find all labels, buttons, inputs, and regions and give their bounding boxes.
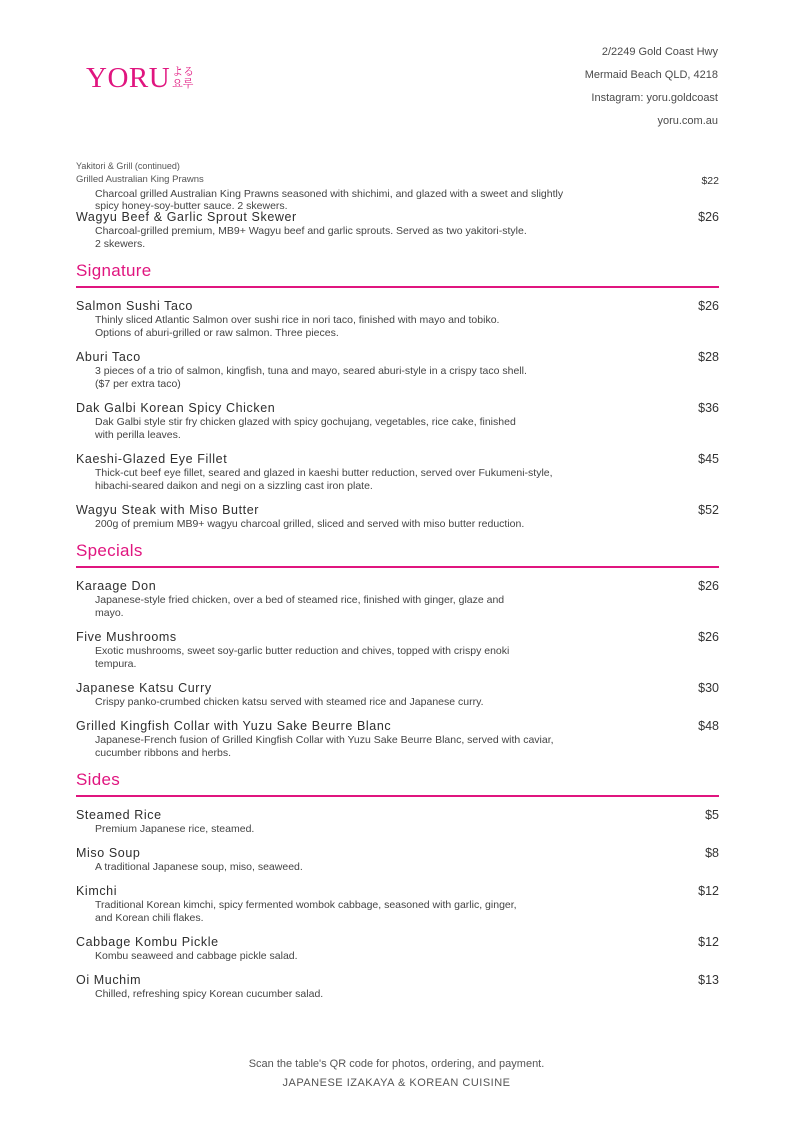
menu-item-price: $28 xyxy=(698,350,719,364)
menu-item-price: $12 xyxy=(698,935,719,949)
menu-item-name: Steamed Rice xyxy=(76,808,162,822)
menu-item xyxy=(76,807,719,836)
menu-item-price: $13 xyxy=(698,973,719,987)
section-title: Specials xyxy=(76,540,719,568)
menu-item xyxy=(76,845,719,874)
menu-item-name: Wagyu Beef & Garlic Sprout Skewer xyxy=(76,210,297,224)
menu-item xyxy=(76,578,719,620)
menu-item-price: $12 xyxy=(698,884,719,898)
menu-item xyxy=(76,680,719,709)
menu-item-description: 200g of premium MB9+ wagyu charcoal grilled, sliced and served with miso butter reduction. xyxy=(95,518,525,530)
menu-item-description: Charcoal grilled Australian King Prawns seasoned with shichimi, and glazed with a sweet and slightly spicy honey-soy-butter sauce. 2 skewers. xyxy=(95,188,564,212)
section-title: Sides xyxy=(76,769,719,797)
menu-item-price: $48 xyxy=(698,719,719,733)
menu-item-name: Grilled Kingfish Collar with Yuzu Sake Beurre Blanc xyxy=(76,719,392,733)
menu-item-description: Japanese-French fusion of Grilled Kingfish Collar with Yuzu Sake Beurre Blanc, served with caviar, cucumber ribbons and herbs. xyxy=(95,734,554,759)
menu-item-name: Wagyu Steak with Miso Butter xyxy=(76,503,260,517)
menu-item-description: Kombu seaweed and cabbage pickle salad. xyxy=(95,950,298,962)
menu-item xyxy=(76,502,719,531)
menu-item xyxy=(76,934,719,963)
menu-item xyxy=(76,883,719,925)
address-block xyxy=(585,45,718,137)
section-signature xyxy=(76,260,719,288)
menu-item xyxy=(76,209,719,251)
menu-item-description: Dak Galbi style stir fry chicken glazed with spicy gochujang, vegetables, rice cake, finished with perilla leaves. xyxy=(95,416,516,441)
menu-item-price: $52 xyxy=(698,503,719,517)
footer xyxy=(0,1055,793,1093)
menu-item-description: Charcoal-grilled premium, MB9+ Wagyu beef and garlic sprouts. Served as two yakitori-style. 2 skewers. xyxy=(95,225,527,250)
menu-item-description: Thick-cut beef eye fillet, seared and glazed in kaeshi butter reduction, served over Fukumeni-style, hibachi-seared daikon and negi on a sizzling cast iron plate. xyxy=(95,467,553,492)
menu-item-description: Japanese-style fried chicken, over a bed of steamed rice, finished with ginger, glaze and mayo. xyxy=(95,594,505,619)
continued-section-header: Yakitori & Grill (continued) xyxy=(76,161,180,171)
address-website: yoru.com.au xyxy=(657,115,718,127)
menu-item-description: Thinly sliced Atlantic Salmon over sushi rice in nori taco, finished with mayo and tobiko. Options of aburi-grilled or raw salmon. Three pieces. xyxy=(95,314,500,339)
logo-kana-korean: 요루 xyxy=(172,77,194,90)
menu-item-description: A traditional Japanese soup, miso, seaweed. xyxy=(95,861,303,873)
menu-item xyxy=(76,349,719,391)
menu-item-description: Exotic mushrooms, sweet soy-garlic butter reduction and chives, topped with crispy enoki tempura. xyxy=(95,645,510,670)
address-street: 2/2249 Gold Coast Hwy xyxy=(601,46,718,58)
menu-item-name: Five Mushrooms xyxy=(76,630,177,644)
menu-item-description: Traditional Korean kimchi, spicy fermented wombok cabbage, seasoned with garlic, ginger, and Korean chili flakes. xyxy=(95,899,517,924)
logo-kana-japanese: よる xyxy=(172,65,195,78)
menu-item xyxy=(76,400,719,442)
menu-item xyxy=(76,172,719,212)
menu-item-price: $30 xyxy=(698,681,719,695)
menu-item-name: Grilled Australian King Prawns xyxy=(76,174,204,185)
menu-item-price: $26 xyxy=(698,299,719,313)
logo-word: YORU xyxy=(86,62,171,94)
menu-item-price: $26 xyxy=(698,210,719,224)
menu-item-name: Kimchi xyxy=(76,884,118,898)
address-suburb: Mermaid Beach QLD, 4218 xyxy=(584,69,718,81)
menu-item-price: $8 xyxy=(705,846,719,860)
menu-item xyxy=(76,629,719,671)
menu-item-name: Cabbage Kombu Pickle xyxy=(76,935,219,949)
menu-item-price: $22 xyxy=(701,175,719,187)
menu-item-price: $36 xyxy=(698,401,719,415)
logo xyxy=(86,62,194,94)
menu-item-name: Salmon Sushi Taco xyxy=(76,299,193,313)
menu-content xyxy=(76,160,719,1010)
menu-item xyxy=(76,451,719,493)
menu-item-description: Chilled, refreshing spicy Korean cucumber salad. xyxy=(95,988,324,1000)
menu-item xyxy=(76,972,719,1001)
logo-kana xyxy=(172,66,194,90)
menu-item-name: Kaeshi-Glazed Eye Fillet xyxy=(76,452,228,466)
footer-qr-note: Scan the table's QR code for photos, ordering, and payment. xyxy=(248,1058,545,1070)
menu-item xyxy=(76,718,719,760)
menu-item-price: $26 xyxy=(698,630,719,644)
section-sides xyxy=(76,769,719,797)
menu-item-description: 3 pieces of a trio of salmon, kingfish, tuna and mayo, seared aburi-style in a crispy taco shell. ($7 per extra taco) xyxy=(95,365,527,390)
menu-item-description: Crispy panko-crumbed chicken katsu served with steamed rice and Japanese curry. xyxy=(95,696,484,708)
footer-tagline: JAPANESE IZAKAYA & KOREAN CUISINE xyxy=(282,1077,511,1089)
menu-item-description: Premium Japanese rice, steamed. xyxy=(95,823,255,835)
section-specials xyxy=(76,540,719,568)
menu-item-price: $26 xyxy=(698,579,719,593)
menu-item-name: Karaage Don xyxy=(76,579,157,593)
menu-item-name: Japanese Katsu Curry xyxy=(76,681,212,695)
menu-item-price: $5 xyxy=(705,808,719,822)
menu-item-name: Miso Soup xyxy=(76,846,141,860)
address-instagram: Instagram: yoru.goldcoast xyxy=(591,92,718,104)
menu-item-name: Aburi Taco xyxy=(76,350,141,364)
menu-item-name: Dak Galbi Korean Spicy Chicken xyxy=(76,401,276,415)
menu-item-name: Oi Muchim xyxy=(76,973,142,987)
menu-item xyxy=(76,298,719,340)
section-title: Signature xyxy=(76,260,719,288)
menu-item-price: $45 xyxy=(698,452,719,466)
